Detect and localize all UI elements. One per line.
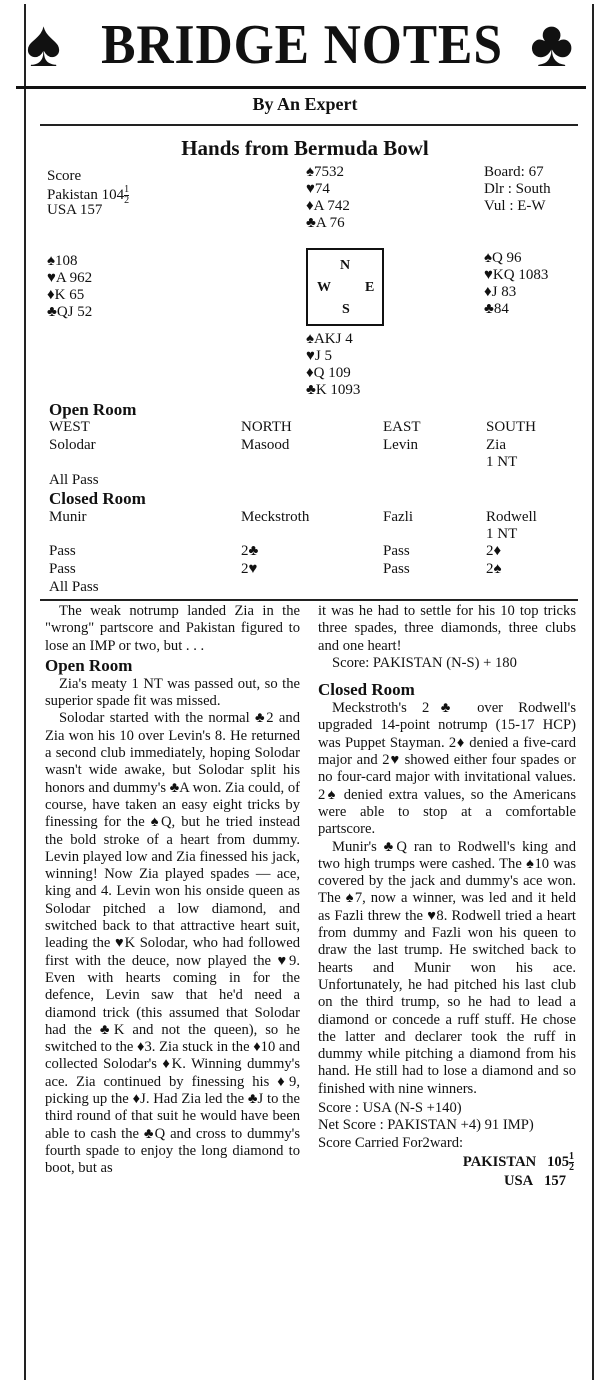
north-hearts: ♥74 <box>306 181 330 197</box>
article-open-room-heading: Open Room <box>45 655 133 675</box>
article-left-column <box>45 603 300 1178</box>
spade-icon: ♠ <box>26 8 62 81</box>
club-icon: ♣ <box>530 8 574 81</box>
vulnerability: Vul : E-W <box>484 198 546 214</box>
masthead-title: BRIDGE NOTES <box>101 14 503 76</box>
west-spades: ♠108 <box>47 253 78 269</box>
north-clubs: ♣A 76 <box>306 215 345 231</box>
closed-bid-south: 1 NT <box>486 526 518 542</box>
closed-r2-south: 2♠ <box>486 561 502 577</box>
closed-r1-south: 2♦ <box>486 543 502 559</box>
open-header-east: EAST <box>383 419 421 435</box>
article-intro: The weak notrump landed Zia in the "wrong" partscore and Pakistan figured to lose an IMP or two, but . . . <box>45 603 300 654</box>
north-spades: ♠7532 <box>306 164 344 180</box>
divider <box>40 599 578 601</box>
open-player-east: Levin <box>383 437 418 453</box>
carried-pakistan: PAKISTAN 105 $\frac{1}{2}$ <box>462 1150 574 1173</box>
closed-r1-east: Pass <box>383 543 410 559</box>
east-diamonds: ♦J 83 <box>484 284 517 300</box>
masthead <box>16 6 586 89</box>
byline: By An Expert <box>252 94 358 114</box>
closed-player-east: Fazli <box>383 509 413 525</box>
east-clubs: ♣84 <box>484 301 509 317</box>
article-paragraph: Meckstroth's 2♣ over Rodwell's upgraded 14-point notrump (15-17 HCP) was Puppet Stayman. 2♦ denied a five-card major and 2♥ showed either four spades or no four-card major with invitational values. 2♠ denied extra values, so the Americans were able to stop at a comfortable partscore. <box>318 700 576 838</box>
carried-usa: USA 157 <box>503 1172 566 1189</box>
board-number: Board: 67 <box>484 164 544 180</box>
article-paragraph: it was he had to settle for his 10 top tricks three spades, three diamonds, three clubs and one heart! <box>318 603 576 654</box>
headline: Hands from Bermuda Bowl <box>181 136 429 160</box>
open-all-pass: All Pass <box>49 472 99 488</box>
compass-west: W <box>317 280 331 295</box>
article-paragraph: Munir's ♣Q ran to Rodwell's king and two high trumps were cashed. The ♠10 was covered by the jack and dummy's ace won. The ♠7, now a winner, was led and it held as Fazli threw the ♥8. Rodwell tried a heart from dummy and Fazli won his queen to draw the last trump. He switched back to hearts and Munir won his ace. Unfortunately, he had pitched his last club on the third trump, so he had to lead a diamond or concede a ruff stuff. He chose the latter and declarer took the ruff in dummy while pitching a diamond from his hand. He still had to lose a diamond and so finished with nine winners. <box>318 838 576 1097</box>
divider <box>40 124 578 126</box>
compass-box <box>306 248 384 326</box>
open-bid-south: 1 NT <box>486 454 518 470</box>
closed-player-west: Munir <box>49 509 87 525</box>
article-paragraph: Zia's meaty 1 NT was passed out, so the superior spade fit was missed. <box>45 675 300 710</box>
closed-r2-west: Pass <box>49 561 76 577</box>
open-player-west: Solodar <box>49 437 96 453</box>
east-hearts: ♥KQ 1083 <box>484 267 549 283</box>
north-diamonds: ♦A 742 <box>306 198 350 214</box>
score-usa: USA 157 <box>47 202 103 218</box>
open-header-west: WEST <box>49 419 90 435</box>
south-clubs: ♣K 1093 <box>306 382 361 398</box>
west-diamonds: ♦K 65 <box>47 287 85 303</box>
final-score: Score : USA (N-S +140) <box>318 1100 462 1117</box>
article-closed-room-heading: Closed Room <box>318 680 415 700</box>
open-header-south: SOUTH <box>486 419 537 435</box>
west-hearts: ♥A 962 <box>47 270 93 286</box>
open-player-north: Masood <box>241 437 290 453</box>
closed-r2-east: Pass <box>383 561 410 577</box>
open-room-title: Open Room <box>49 400 137 419</box>
south-hand <box>306 331 360 399</box>
north-hand <box>306 164 350 232</box>
compass-south: S <box>342 302 350 317</box>
east-spades: ♠Q 96 <box>484 250 522 266</box>
score-label: Score <box>47 168 82 184</box>
article-right-column <box>318 603 576 1190</box>
closed-room-title: Closed Room <box>49 489 146 508</box>
closed-r1-west: Pass <box>49 543 76 559</box>
closed-player-north: Meckstroth <box>241 509 310 525</box>
dealer: Dlr : South <box>484 181 551 197</box>
open-player-south: Zia <box>486 437 506 453</box>
south-diamonds: ♦Q 109 <box>306 365 351 381</box>
closed-player-south: Rodwell <box>486 509 537 525</box>
west-hand <box>47 253 92 321</box>
closed-r1-north: 2♣ <box>241 543 259 559</box>
east-hand <box>484 250 548 318</box>
closed-all-pass: All Pass <box>49 579 99 595</box>
south-hearts: ♥J 5 <box>306 348 332 364</box>
carried-label: Score Carried For2ward: <box>318 1134 464 1151</box>
compass-east: E <box>365 280 375 295</box>
open-header-north: NORTH <box>241 419 292 435</box>
south-spades: ♠AKJ 4 <box>306 331 353 347</box>
west-clubs: ♣QJ 52 <box>47 304 93 320</box>
compass-north: N <box>340 258 351 273</box>
closed-r2-north: 2♥ <box>241 561 258 577</box>
net-score: Net Score : PAKISTAN +4) 91 IMP) <box>318 1117 534 1134</box>
article-paragraph: Solodar started with the normal ♣2 and Zia won his 10 over Levin's 8. He returned a second club immediately, hoping Solodar wasn't wide awake, but Solodar split his honors and dummy's ♣A won. Zia could, of course, have taken an easy eight tricks by finessing for the ♠Q, but he tried instead the bold stroke of a heart from dummy. Levin played low and Zia finessed his jack, winning! Now Zia played spades — ace, king and 4. Levin won his onside queen as Solodar pitched a low diamond, and switched back to that attractive heart suit, leading the ♥K Solodar, who had followed first with the deuce, now played the ♥9. Even with hearts coming in for the defence, Levin saw that he'd need a diamond trick (this assumed that Solodar had the ♣K and not the queen), so he switched to the ♦3. Zia stuck in the ♦10 and collected Solodar's ♦K. Winning dummy's ace. Zia continued by finessing his ♦9, picking up the ♦J. Had Zia led the ♣J to the third round of that suit he would have been able to cash the ♣Q and cross to dummy's fourth spade to enjoy the long diamond to boot, but as <box>45 710 301 1177</box>
score-pakistan: Pakistan 104 $\frac{1}{2}$ <box>47 184 130 206</box>
article-score: Score: PAKISTAN (N-S) + 180 <box>332 654 517 671</box>
